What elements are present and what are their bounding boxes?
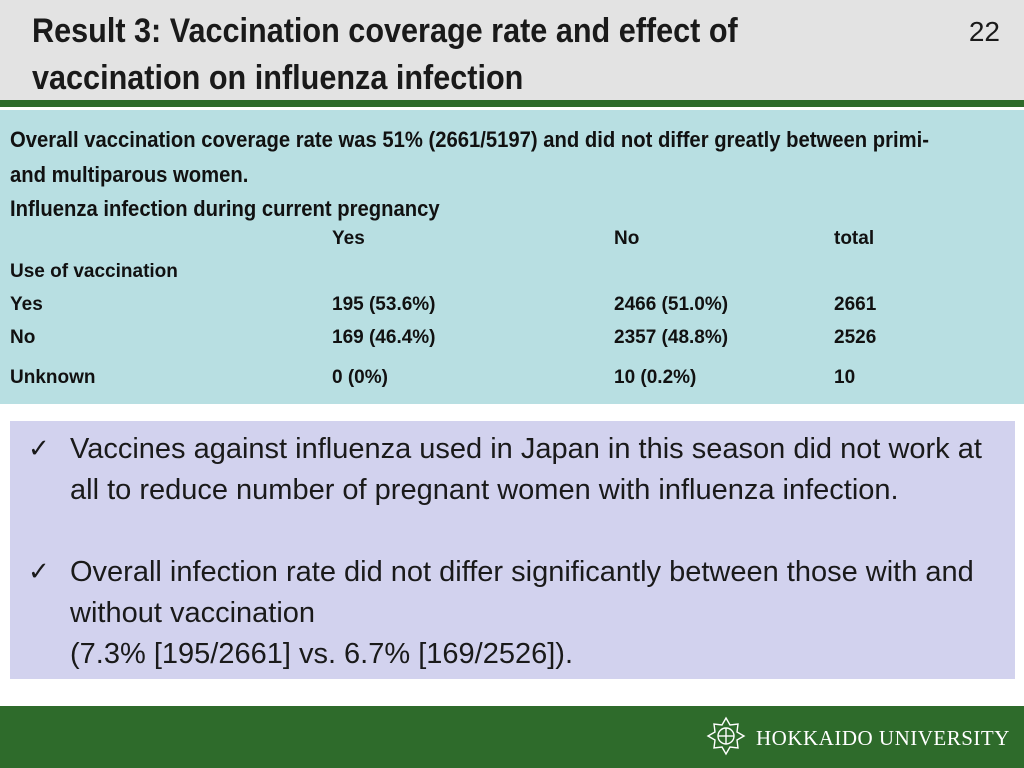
row-label-no: No [10, 327, 36, 348]
column-header-yes: Yes [332, 228, 365, 249]
conclusion-text: Vaccines against influenza used in Japan in this season did not work at all to reduce number of pregnant women with influenza infection. [70, 433, 982, 506]
conclusion-text-wrap [70, 552, 1010, 675]
conclusion-item [20, 429, 1010, 511]
conclusion-item [20, 552, 1010, 675]
checkmark-icon: ✓ [28, 557, 50, 587]
cell-unknown-infected: 0 (0%) [332, 367, 388, 388]
column-header-total: total [834, 228, 875, 249]
slide-number: 22 [968, 16, 1000, 47]
cell-no-total: 2526 [834, 327, 877, 348]
row-group-label: Use of vaccination [10, 261, 178, 282]
cell-yes-infected: 195 (53.6%) [332, 294, 436, 315]
cell-no-not-infected: 2357 (48.8%) [614, 327, 729, 348]
conclusion-text: Overall infection rate did not differ significantly between those with and without vaccination [70, 556, 974, 629]
row-label-unknown: Unknown [10, 367, 96, 388]
table-title: Influenza infection during current pregnancy [10, 196, 440, 221]
slide-title: Result 3: Vaccination coverage rate and effect of vaccination on influenza infection [32, 12, 738, 97]
cell-unknown-total: 10 [834, 367, 856, 388]
cell-yes-total: 2661 [834, 294, 877, 315]
checkmark-icon: ✓ [28, 434, 50, 464]
slide-footer [0, 706, 1024, 768]
cell-yes-not-infected: 2466 (51.0%) [614, 294, 729, 315]
cell-unknown-not-infected: 10 (0.2%) [614, 367, 697, 388]
cell-no-infected: 169 (46.4%) [332, 327, 436, 348]
conclusion-statistics: (7.3% [195/2661] vs. 6.7% [169/2526]). [70, 638, 573, 670]
column-header-no: No [614, 228, 640, 249]
row-label-yes: Yes [10, 294, 43, 315]
header-divider [0, 100, 1024, 107]
conclusion-panel [10, 421, 1015, 679]
summary-panel [0, 110, 1024, 404]
slide-header [0, 0, 1024, 100]
university-crest-icon [706, 716, 746, 756]
university-name: HOKKAIDO UNIVERSITY [756, 726, 1010, 750]
summary-text: Overall vaccination coverage rate was 51% (2661/5197) and did not differ greatly between primi- and multiparous women. [10, 127, 930, 187]
